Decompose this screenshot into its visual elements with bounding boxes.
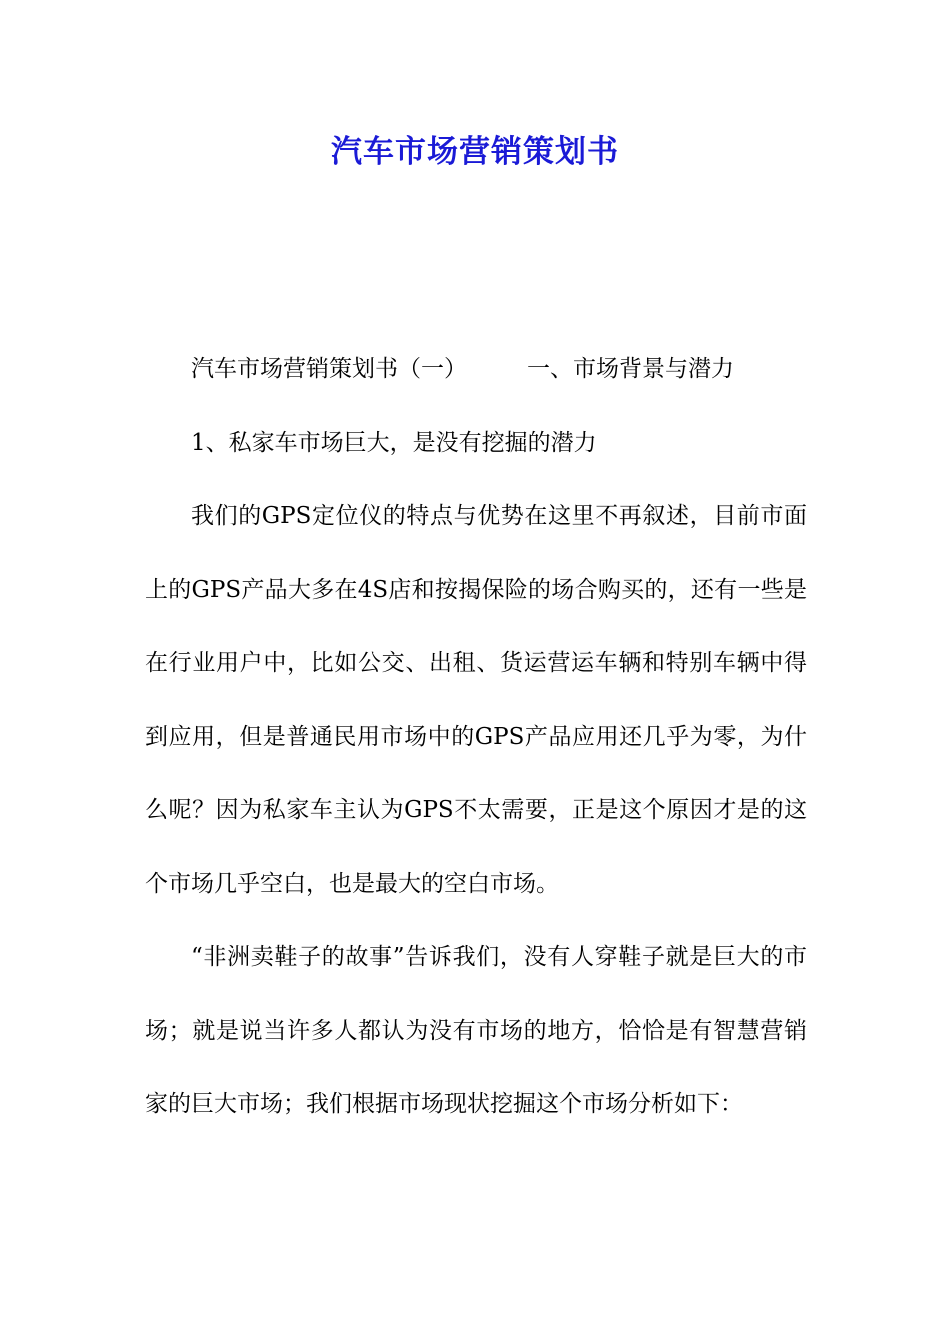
document-body: [145, 333, 807, 1142]
paragraph-gps-market: 我们的GPS定位仪的特点与优势在这里不再叙述，目前市面上的GPS产品大多在4S店和按揭保险的场合购买的，还有一些是在行业用户中，比如公交、出租、货运营运车辆和特别车辆中得到应用，但是普通民用市场中的GPS产品应用还几乎为零，为什么呢？因为私家车主认为GPS不太需要，正是这个原因才是的这个市场几乎空白，也是最大的空白市场。: [145, 503, 807, 897]
section-heading-left: 汽车市场营销策划书（一）: [191, 356, 467, 382]
section-heading: [145, 333, 807, 407]
document-title: 汽车市场营销策划书: [331, 134, 619, 170]
paragraph-africa-shoes-story: “非洲卖鞋子的故事”告诉我们，没有人穿鞋子就是巨大的市场；就是说当许多人都认为没有市场的地方，恰恰是有智慧营销家的巨大市场；我们根据市场现状挖掘这个市场分析如下：: [145, 944, 807, 1117]
section-heading-right: 一、市场背景与潜力: [527, 356, 734, 382]
subheading-private-car-market: 1、私家车市场巨大，是没有挖掘的潜力: [191, 429, 597, 456]
